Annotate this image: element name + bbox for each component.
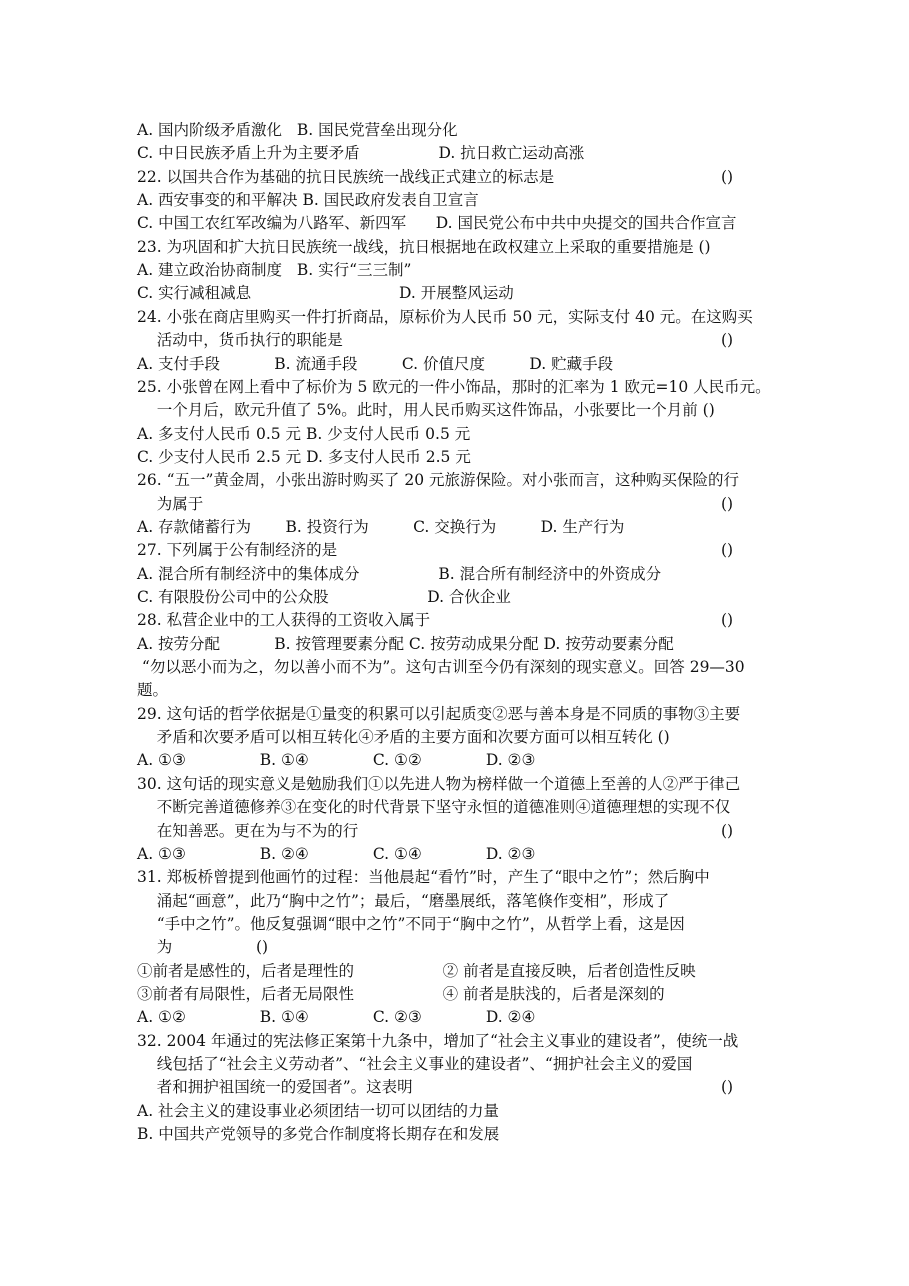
- text-line: 27. 下列属于公有制经济的是: [137, 541, 338, 559]
- text-line: 32. 2004 年通过的宪法修正案第十九条中，增加了“社会主义事业的建设者”，使统一战: [137, 1032, 739, 1050]
- text-line: 30. 这句话的现实意义是勉励我们①以先进人物为榜样做一个道德上至善的人②严于律己: [137, 775, 741, 793]
- text-line: “手中之竹”。他反复强调“眼中之竹”不同于“胸中之竹”，从哲学上看，这是因: [137, 915, 685, 933]
- text-line: 一个月后，欧元升值了 5%。此时，用人民币购买这件饰品，小张要比一个月前 (): [137, 401, 715, 419]
- answer-paren: (): [721, 495, 734, 513]
- answer-paren: (): [721, 1078, 734, 1096]
- text-line: A. 支付手段 B. 流通手段 C. 价值尺度 D. 贮藏手段: [137, 355, 614, 373]
- text-line: 题。: [137, 681, 169, 699]
- text-line: 不断完善道德修养③在变化的时代背景下坚守永恒的道德准则④道德理想的实现不仅: [137, 798, 731, 816]
- answer-paren: (): [721, 541, 734, 559]
- text-line: A. 存款储蓄行为 B. 投资行为 C. 交换行为 D. 生产行为: [137, 518, 625, 536]
- text-line: B. 中国共产党领导的多党合作制度将长期存在和发展: [137, 1125, 500, 1143]
- text-line: C. 中国工农红军改编为八路军、新四军 D. 国民党公布中共中央提交的国共合作宣言: [137, 214, 737, 232]
- text-line: 28. 私营企业中的工人获得的工资收入属于: [137, 611, 431, 629]
- answer-paren: (): [721, 168, 734, 186]
- text-line: 24. 小张在商店里购买一件打折商品，原标价为人民币 50 元，实际支付 40 元。在这购买: [137, 308, 753, 326]
- text-line: A. 按劳分配 B. 按管理要素分配 C. 按劳动成果分配 D. 按劳动要素分配: [137, 635, 674, 653]
- text-line: ①前者是感性的，后者是理性的 ② 前者是直接反映，后者创造性反映: [137, 962, 696, 980]
- text-line: 26. “五一”黄金周，小张出游时购买了 20 元旅游保险。对小张而言，这种购买保险的行: [137, 471, 740, 489]
- text-line: C. 中日民族矛盾上升为主要矛盾 D. 抗日救亡运动高涨: [137, 144, 585, 162]
- text-line: C. 实行减租减息 D. 开展整风运动: [137, 284, 514, 302]
- text-line: 25. 小张曾在网上看中了标价为 5 欧元的一件小饰品，那时的汇率为 1 欧元=10 人民币元。: [137, 378, 771, 396]
- text-line: 23. 为巩固和扩大抗日民族统一战线，抗日根据地在政权建立上采取的重要措施是 (): [137, 238, 711, 256]
- text-line: 在知善恶。更在为与不为的行: [137, 822, 359, 840]
- text-line: “勿以恶小而为之，勿以善小而不为”。这句古训至今仍有深刻的现实意义。回答 29—30: [137, 658, 745, 676]
- answer-paren: (): [721, 822, 734, 840]
- answer-paren: (): [721, 331, 734, 349]
- text-line: 22. 以国共合作为基础的抗日民族统一战线正式建立的标志是: [137, 168, 555, 186]
- text-line: 为属于: [137, 495, 204, 513]
- text-line: 者和拥护祖国统一的爱国者”。这表明: [137, 1078, 413, 1096]
- text-line: 为 (): [137, 938, 269, 956]
- text-line: A. 国内阶级矛盾激化 B. 国民党营垒出现分化: [137, 121, 458, 139]
- text-line: A. 西安事变的和平解决 B. 国民政府发表自卫宣言: [137, 191, 479, 209]
- text-line: 29. 这句话的哲学依据是①量变的积累可以引起质变②恶与善本身是不同质的事物③主要: [137, 705, 741, 723]
- answer-paren: (): [721, 611, 734, 629]
- text-line: ③前者有局限性，后者无局限性 ④ 前者是肤浅的，后者是深刻的: [137, 985, 665, 1003]
- text-line: A. ①② B. ①④ C. ②③ D. ②④: [137, 1008, 536, 1026]
- text-line: A. 多支付人民币 0.5 元 B. 少支付人民币 0.5 元: [137, 425, 471, 443]
- text-line: A. ①③ B. ②④ C. ①④ D. ②③: [137, 845, 536, 863]
- text-line: A. 社会主义的建设事业必须团结一切可以团结的力量: [137, 1102, 500, 1120]
- text-line: C. 少支付人民币 2.5 元 D. 多支付人民币 2.5 元: [137, 448, 471, 466]
- text-line: 线包括了“社会主义劳动者”、“社会主义事业的建设者”、“拥护社会主义的爱国: [137, 1055, 693, 1073]
- text-line: 31. 郑板桥曾提到他画竹的过程：当他晨起“看竹”时，产生了“眼中之竹”；然后胸中: [137, 868, 710, 886]
- text-line: A. ①③ B. ①④ C. ①② D. ②③: [137, 751, 536, 769]
- text-line: A. 建立政治协商制度 B. 实行“三三制”: [137, 261, 412, 279]
- text-line: 活动中，货币执行的职能是: [137, 331, 343, 349]
- text-line: 矛盾和次要矛盾可以相互转化④矛盾的主要方面和次要方面可以相互转化 (): [137, 728, 670, 746]
- text-line: 涌起“画意”，此乃“胸中之竹”；最后，“磨墨展纸，落笔倏作变相”，形成了: [137, 892, 670, 910]
- text-line: C. 有限股份公司中的公众股 D. 合伙企业: [137, 588, 511, 606]
- text-line: A. 混合所有制经济中的集体成分 B. 混合所有制经济中的外资成分: [137, 565, 662, 583]
